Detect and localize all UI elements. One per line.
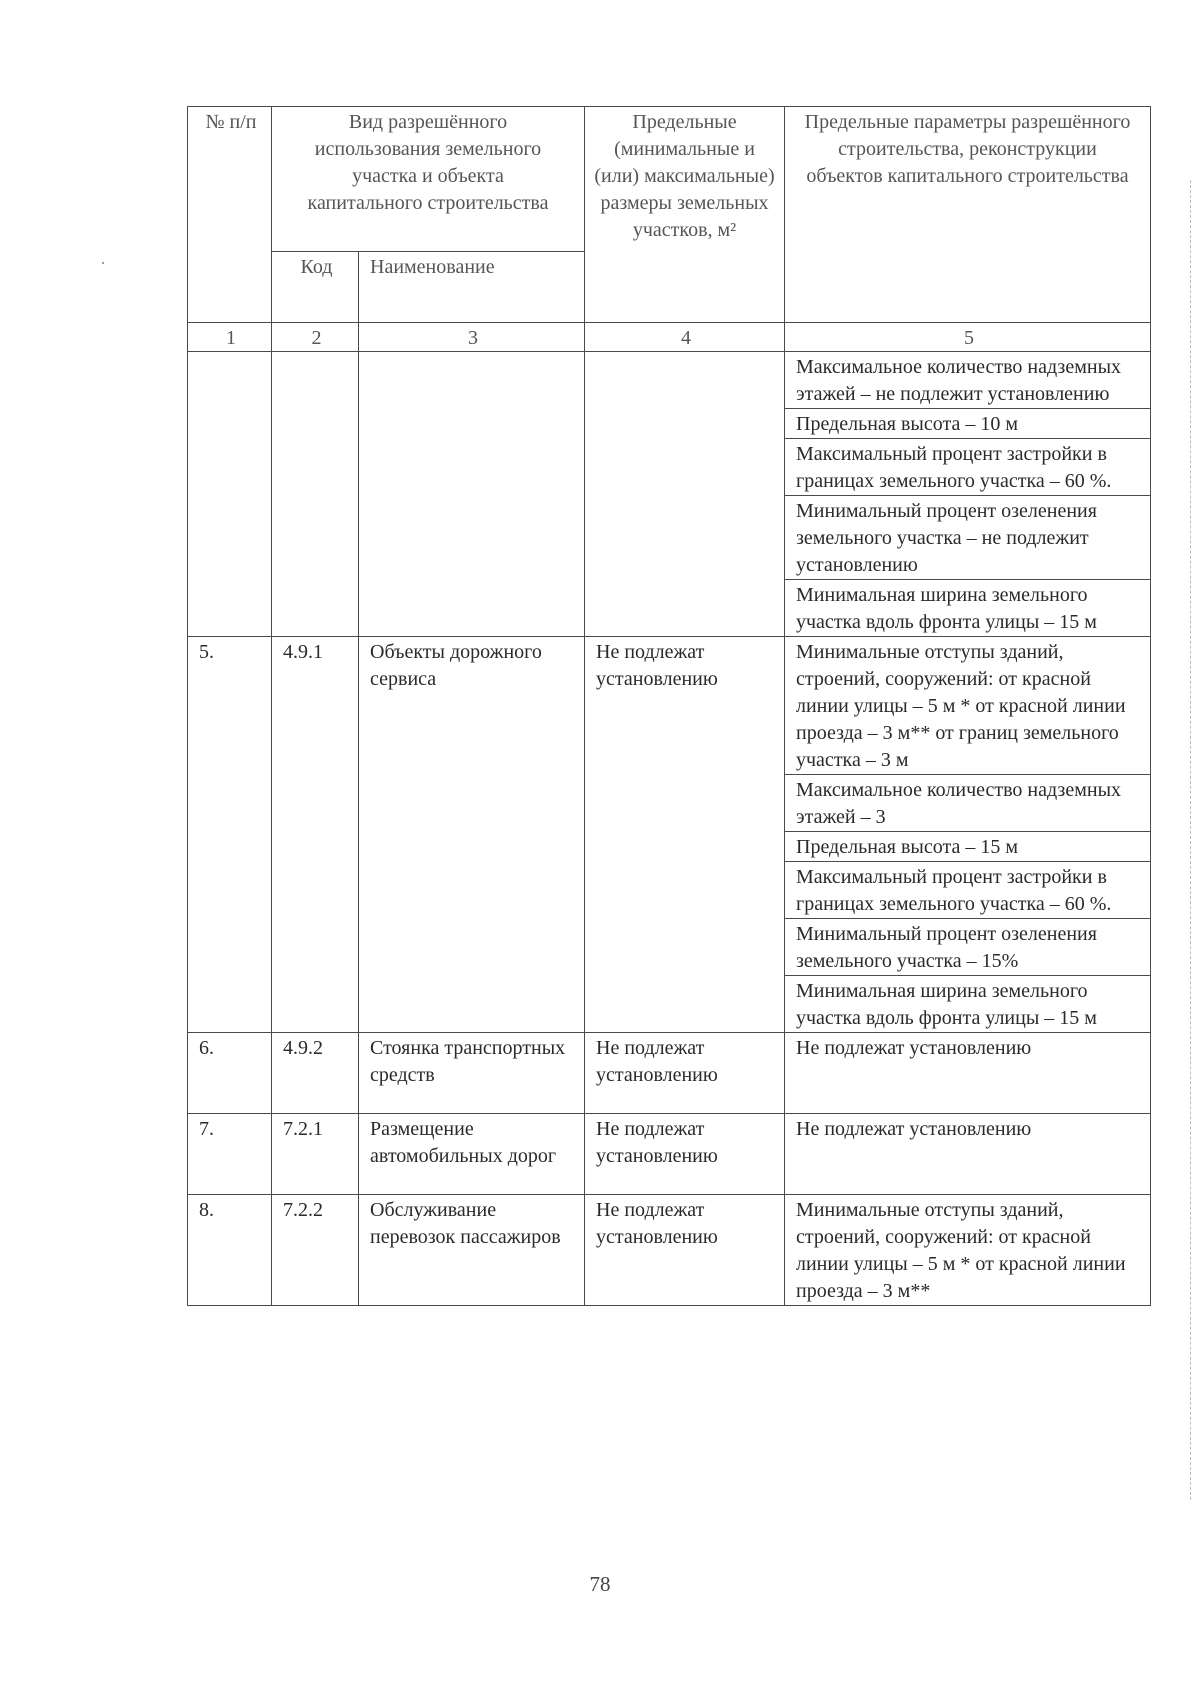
scan-edge-line bbox=[1190, 180, 1192, 1500]
column-number: 4 bbox=[585, 323, 785, 352]
cell-code: 7.2.2 bbox=[272, 1195, 359, 1306]
cell-name bbox=[359, 352, 585, 637]
param-cell: Максимальное количество надземных этажей – 3 bbox=[785, 775, 1151, 832]
param-cell: Предельная высота – 15 м bbox=[785, 832, 1151, 862]
header-name: Наименование bbox=[359, 252, 585, 323]
page-number: 78 bbox=[589, 1572, 611, 1596]
cell-name: Стоянка транспортных средств bbox=[359, 1033, 585, 1114]
column-number: 3 bbox=[359, 323, 585, 352]
param-cell: Максимальный процент застройки в границах земельного участка – 60 %. bbox=[785, 862, 1151, 919]
cell-name: Обслуживание перевозок пассажиров bbox=[359, 1195, 585, 1306]
column-number-row bbox=[188, 323, 1151, 352]
table-row bbox=[188, 637, 1151, 775]
param-cell: Максимальное количество надземных этажей – не подлежит установлению bbox=[785, 352, 1151, 409]
column-number: 1 bbox=[188, 323, 272, 352]
header-kod: Код bbox=[272, 252, 359, 323]
param-cell: Минимальная ширина земельного участка вдоль фронта улицы – 15 м bbox=[785, 580, 1151, 637]
cell-num: 7. bbox=[188, 1114, 272, 1195]
param-cell: Минимальные отступы зданий, строений, сооружений: от красной линии улицы – 5 м * от красной линии проезда – 3 м** от границ земельного участка – 3 м bbox=[785, 637, 1151, 775]
param-cell: Минимальные отступы зданий, строений, сооружений: от красной линии улицы – 5 м * от красной линии проезда – 3 м** bbox=[785, 1195, 1151, 1306]
cell-code: 7.2.1 bbox=[272, 1114, 359, 1195]
cell-size: Не подлежат установлению bbox=[585, 1033, 785, 1114]
table-row bbox=[188, 1114, 1151, 1195]
header-params: Предельные параметры разрешённого строительства, реконструкции объектов капитального строительства bbox=[785, 107, 1151, 323]
param-cell: Не подлежат установлению bbox=[785, 1114, 1151, 1195]
cell-num: 5. bbox=[188, 637, 272, 1033]
cell-num: 6. bbox=[188, 1033, 272, 1114]
param-cell: Предельная высота – 10 м bbox=[785, 409, 1151, 439]
param-cell: Минимальный процент озеленения земельного участка – 15% bbox=[785, 919, 1151, 976]
header-vid: Вид разрешённого использования земельного участка и объекта капитального строительства bbox=[272, 107, 585, 252]
continued-row bbox=[188, 352, 1151, 409]
param-cell: Минимальная ширина земельного участка вдоль фронта улицы – 15 м bbox=[785, 976, 1151, 1033]
cell-size: Не подлежат установлению bbox=[585, 1114, 785, 1195]
table-row bbox=[188, 1033, 1151, 1114]
zoning-parameters-table bbox=[187, 106, 1151, 1306]
table-row bbox=[188, 1195, 1151, 1306]
header-size: Предельные (минимальные и (или) максимальные) размеры земельных участков, м² bbox=[585, 107, 785, 323]
cell-size: Не подлежат установлению bbox=[585, 1195, 785, 1306]
cell-num: 8. bbox=[188, 1195, 272, 1306]
cell-code bbox=[272, 352, 359, 637]
cell-code: 4.9.1 bbox=[272, 637, 359, 1033]
param-cell: Максимальный процент застройки в границах земельного участка – 60 %. bbox=[785, 439, 1151, 496]
cell-name: Размещение автомобильных дорог bbox=[359, 1114, 585, 1195]
header-row-1 bbox=[188, 107, 1151, 252]
cell-name: Объекты дорожного сервиса bbox=[359, 637, 585, 1033]
header-num: № п/п bbox=[188, 107, 272, 323]
param-cell: Минимальный процент озеленения земельного участка – не подлежит установлению bbox=[785, 496, 1151, 580]
cell-code: 4.9.2 bbox=[272, 1033, 359, 1114]
column-number: 5 bbox=[785, 323, 1151, 352]
param-cell: Не подлежат установлению bbox=[785, 1033, 1151, 1114]
cell-num bbox=[188, 352, 272, 637]
cell-size: Не подлежат установлению bbox=[585, 637, 785, 1033]
cell-size bbox=[585, 352, 785, 637]
column-number: 2 bbox=[272, 323, 359, 352]
scan-speck bbox=[102, 262, 104, 264]
